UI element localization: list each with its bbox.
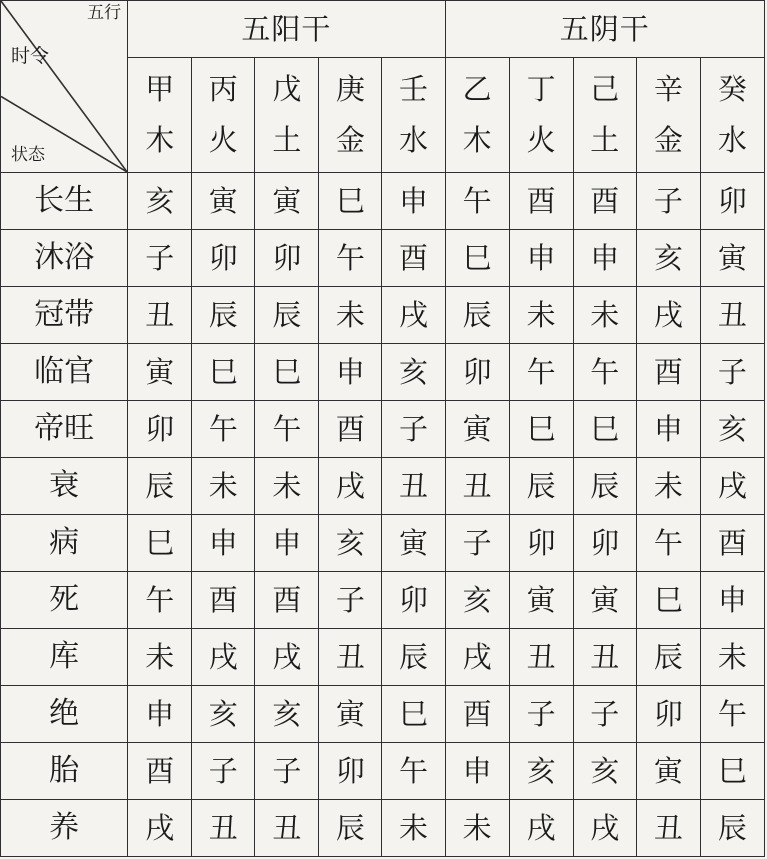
branch-cell: 丑 [382,458,445,515]
branch-cell: 未 [636,458,700,515]
branch-cell: 寅 [192,173,255,230]
branch-cell: 亥 [319,515,382,572]
branch-cell: 午 [319,230,382,287]
branch-cell: 酉 [509,173,573,230]
branch-cell: 寅 [573,572,636,629]
branch-cell: 酉 [445,686,509,743]
branch-cell: 寅 [445,401,509,458]
branch-cell: 寅 [319,686,382,743]
branch-cell: 午 [192,401,255,458]
element-cell: 火 [192,115,255,173]
branch-cell: 亥 [128,173,192,230]
branch-cell: 巳 [255,344,319,401]
corner-header-cell [1,1,128,173]
branch-cell: 未 [382,800,445,857]
stem-cell: 丁 [509,58,573,115]
branch-cell: 卯 [128,401,192,458]
branch-cell: 午 [509,344,573,401]
branch-cell: 巳 [445,230,509,287]
branch-cell: 辰 [573,458,636,515]
branch-cell: 酉 [319,401,382,458]
group-header-row [1,1,765,58]
stem-cell: 庚 [319,58,382,115]
branch-cell: 寅 [255,173,319,230]
branch-cell: 丑 [319,629,382,686]
yin-stems-header: 五阴干 [445,1,764,58]
table-row [1,173,765,230]
table-row [1,572,765,629]
branch-cell: 亥 [700,401,764,458]
branch-cell: 卯 [255,230,319,287]
stem-cell: 甲 [128,58,192,115]
branch-cell: 申 [509,230,573,287]
branch-cell: 未 [509,287,573,344]
branch-cell: 辰 [636,629,700,686]
branch-cell: 巳 [636,572,700,629]
branch-cell: 酉 [382,230,445,287]
element-cell: 木 [128,115,192,173]
stem-cell: 乙 [445,58,509,115]
branch-cell: 未 [573,287,636,344]
element-cell: 木 [445,115,509,173]
branch-cell: 卯 [445,344,509,401]
table-row [1,743,765,800]
branch-cell: 辰 [255,287,319,344]
branch-cell: 子 [636,173,700,230]
branch-cell: 巳 [319,173,382,230]
branch-cell: 酉 [573,173,636,230]
branch-cell: 卯 [192,230,255,287]
branch-cell: 辰 [382,629,445,686]
element-cell: 金 [636,115,700,173]
branch-cell: 辰 [192,287,255,344]
branch-cell: 戌 [192,629,255,686]
branch-cell: 申 [445,743,509,800]
branch-cell: 子 [445,515,509,572]
branch-cell: 未 [319,287,382,344]
branch-cell: 子 [192,743,255,800]
branch-cell: 申 [573,230,636,287]
branch-cell: 子 [700,344,764,401]
table-row [1,344,765,401]
stage-label: 死 [1,572,128,629]
branch-cell: 寅 [700,230,764,287]
corner-label-zhuangtai: 状态 [11,145,45,165]
branch-cell: 巳 [192,344,255,401]
table-row [1,686,765,743]
branch-cell: 未 [445,800,509,857]
branch-cell: 亥 [509,743,573,800]
element-cell: 土 [255,115,319,173]
branch-cell: 丑 [128,287,192,344]
branch-cell: 戌 [509,800,573,857]
table-row [1,230,765,287]
branch-cell: 子 [573,686,636,743]
branch-cell: 丑 [255,800,319,857]
branch-cell: 卯 [573,515,636,572]
stage-label: 病 [1,515,128,572]
branch-cell: 巳 [573,401,636,458]
stage-label: 绝 [1,686,128,743]
branch-cell: 子 [255,743,319,800]
branch-cell: 申 [700,572,764,629]
branch-cell: 辰 [700,800,764,857]
branch-cell: 丑 [700,287,764,344]
branch-cell: 子 [128,230,192,287]
table-row [1,458,765,515]
branch-cell: 子 [509,686,573,743]
branch-cell: 酉 [255,572,319,629]
stem-cell: 癸 [700,58,764,115]
branch-cell: 戌 [700,458,764,515]
branch-cell: 丑 [509,629,573,686]
branch-cell: 戌 [255,629,319,686]
branch-cell: 巳 [700,743,764,800]
stem-cell: 丙 [192,58,255,115]
branch-cell: 申 [128,686,192,743]
table-row [1,629,765,686]
stem-cell: 己 [573,58,636,115]
branch-cell: 午 [255,401,319,458]
branch-cell: 丑 [636,800,700,857]
stage-label: 库 [1,629,128,686]
stage-label: 帝旺 [1,401,128,458]
branch-cell: 戌 [573,800,636,857]
element-cell: 水 [382,115,445,173]
branch-cell: 寅 [128,344,192,401]
table-row [1,287,765,344]
table-row [1,515,765,572]
branch-cell: 戌 [319,458,382,515]
branch-cell: 亥 [192,686,255,743]
branch-cell: 卯 [319,743,382,800]
branch-cell: 酉 [128,743,192,800]
stage-label: 衰 [1,458,128,515]
table-row [1,401,765,458]
branch-cell: 辰 [319,800,382,857]
stem-cell: 壬 [382,58,445,115]
branch-cell: 寅 [636,743,700,800]
stage-label: 养 [1,800,128,857]
table-body [1,1,765,857]
stage-label: 胎 [1,743,128,800]
branch-cell: 午 [573,344,636,401]
branch-cell: 申 [382,173,445,230]
branch-cell: 辰 [128,458,192,515]
yang-stems-header: 五阳干 [128,1,445,58]
stem-cell: 辛 [636,58,700,115]
branch-cell: 未 [128,629,192,686]
branch-cell: 丑 [573,629,636,686]
branch-cell: 戌 [636,287,700,344]
branch-cell: 丑 [192,800,255,857]
branch-cell: 卯 [700,173,764,230]
element-cell: 金 [319,115,382,173]
table-row [1,800,765,857]
branch-cell: 卯 [509,515,573,572]
branch-cell: 酉 [192,572,255,629]
stage-label: 冠带 [1,287,128,344]
stage-label: 临官 [1,344,128,401]
branch-cell: 申 [636,401,700,458]
branch-cell: 寅 [509,572,573,629]
branch-cell: 未 [700,629,764,686]
branch-cell: 午 [700,686,764,743]
branch-cell: 卯 [382,572,445,629]
branch-cell: 午 [636,515,700,572]
branch-cell: 亥 [445,572,509,629]
stem-cell: 戊 [255,58,319,115]
branch-cell: 申 [255,515,319,572]
branch-cell: 辰 [509,458,573,515]
branch-cell: 酉 [700,515,764,572]
branch-cell: 巳 [128,515,192,572]
branch-cell: 亥 [573,743,636,800]
branch-cell: 子 [382,401,445,458]
branch-cell: 未 [255,458,319,515]
branch-cell: 午 [382,743,445,800]
branch-cell: 巳 [382,686,445,743]
branch-cell: 子 [319,572,382,629]
branch-cell: 申 [319,344,382,401]
branch-cell: 午 [445,173,509,230]
branch-cell: 戌 [445,629,509,686]
corner-label-wuxing: 五行 [87,3,122,23]
branch-cell: 亥 [255,686,319,743]
branch-cell: 巳 [509,401,573,458]
branch-cell: 午 [128,572,192,629]
element-cell: 土 [573,115,636,173]
branch-cell: 寅 [382,515,445,572]
element-cell: 水 [700,115,764,173]
branch-cell: 戌 [382,287,445,344]
stage-label: 长生 [1,173,128,230]
branch-cell: 酉 [636,344,700,401]
branch-cell: 卯 [636,686,700,743]
branch-cell: 亥 [382,344,445,401]
corner-label-shiling: 时令 [11,45,50,67]
branch-cell: 申 [192,515,255,572]
branch-cell: 辰 [445,287,509,344]
branch-cell: 未 [192,458,255,515]
branch-cell: 戌 [128,800,192,857]
stage-label: 沐浴 [1,230,128,287]
element-cell: 火 [509,115,573,173]
branch-cell: 丑 [445,458,509,515]
branch-cell: 亥 [636,230,700,287]
